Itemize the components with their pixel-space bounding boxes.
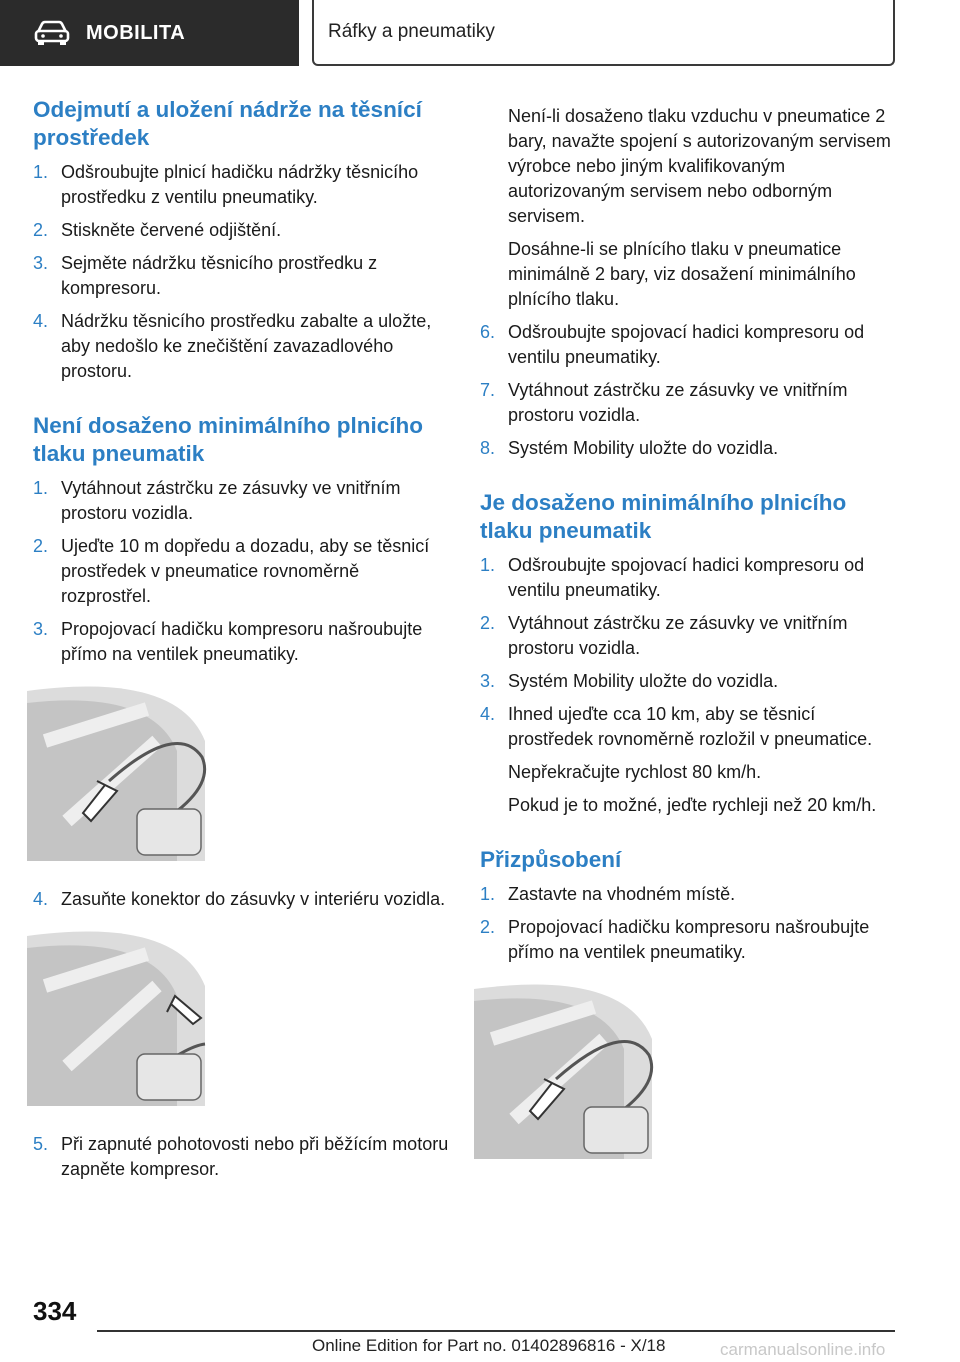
step-text: Odšroubujte spojovací hadici kompresoru od ventilu pneumatiky. bbox=[508, 322, 865, 367]
paragraph-speed-limit: Nepřekračujte rychlost 80 km/h. bbox=[508, 762, 762, 782]
list-item bbox=[33, 534, 453, 609]
step-text: Vytáhnout zástrčku ze zásuvky ve vnitřním prostoru vozidla. bbox=[508, 380, 848, 425]
tire-compressor-illustration bbox=[27, 681, 207, 861]
list-item bbox=[480, 702, 900, 752]
step-number: 2. bbox=[33, 220, 49, 240]
step-text: Ihned ujeďte cca 10 km, aby se těsnicí prostředek rovnoměrně rozložil v pneumatice. bbox=[508, 704, 873, 749]
header-chapter bbox=[312, 0, 895, 66]
section-title: MOBILITA bbox=[86, 21, 186, 44]
step-text: Sejměte nádržku těsnicího prostředku z kompresoru. bbox=[61, 253, 378, 298]
steps-min-pressure-not-reached-end bbox=[33, 1132, 453, 1182]
step-text: Vytáhnout zástrčku ze zásuvky ve vnitřním prostoru vozidla. bbox=[61, 478, 401, 523]
heading-remove-sealant: Odejmutí a uložení nádrže na těsnící prostředek bbox=[33, 97, 422, 150]
list-item bbox=[33, 887, 453, 912]
car-icon bbox=[34, 20, 70, 46]
step-text: Ujeďte 10 m dopředu a dozadu, aby se těsnicí prostředek v pneumatice rovnoměrně rozprostřel. bbox=[61, 536, 430, 606]
step-text: Nádržku těsnicího prostředku zabalte a uložte, aby nedošlo ke znečištění zavazadlového prostoru. bbox=[61, 311, 432, 381]
left-column bbox=[33, 96, 453, 1190]
step-number: 4. bbox=[33, 889, 49, 909]
step-number: 1. bbox=[33, 478, 49, 498]
list-item bbox=[480, 669, 900, 694]
step-number: 3. bbox=[33, 619, 49, 639]
steps-min-pressure-not-reached bbox=[33, 476, 453, 667]
step-text: Stiskněte červené odjištění. bbox=[61, 220, 282, 240]
tire-compressor-illustration bbox=[474, 979, 654, 1159]
page-number: 334 bbox=[33, 1296, 77, 1326]
step-text: Při zapnuté pohotovosti nebo při běžícím motoru zapněte kompresor. bbox=[61, 1134, 449, 1179]
heading-min-pressure-not-reached: Není dosaženo minimálního plnicího tlaku pneumatik bbox=[33, 413, 424, 466]
paragraph-pressure-not-reached: Není-li dosaženo tlaku vzduchu v pneumatice 2 bary, navažte spojení s autorizovaným servisem výrobce nebo jiným kvalifikovaným autorizovaným servisem nebo odborným servisem. bbox=[508, 106, 891, 226]
step-text: Propojovací hadičku kompresoru našroubujte přímo na ventilek pneumatiky. bbox=[61, 619, 423, 664]
list-item bbox=[33, 309, 453, 384]
step-number: 2. bbox=[480, 917, 496, 937]
right-column bbox=[480, 104, 900, 1185]
step-number: 5. bbox=[33, 1134, 49, 1154]
step-number: 1. bbox=[33, 162, 49, 182]
footer-divider bbox=[97, 1330, 895, 1332]
list-item bbox=[33, 218, 453, 243]
paragraph-min-speed: Pokud je to možné, jeďte rychleji než 20 km/h. bbox=[508, 795, 877, 815]
list-item bbox=[33, 476, 453, 526]
step-text: Vytáhnout zástrčku ze zásuvky ve vnitřním prostoru vozidla. bbox=[508, 613, 848, 658]
step-text: Odšroubujte plnicí hadičku nádržky těsnicího prostředku z ventilu pneumatiky. bbox=[61, 162, 419, 207]
step-number: 1. bbox=[480, 884, 496, 904]
steps-continued bbox=[480, 320, 900, 461]
steps-min-pressure-not-reached-cont bbox=[33, 887, 453, 912]
step-number: 1. bbox=[480, 555, 496, 575]
list-item bbox=[480, 915, 900, 965]
list-item bbox=[480, 882, 900, 907]
step-number: 8. bbox=[480, 438, 496, 458]
heading-adjustment: Přizpůsobení bbox=[480, 847, 622, 872]
step-text: Systém Mobility uložte do vozidla. bbox=[508, 671, 779, 691]
step-number: 4. bbox=[33, 311, 49, 331]
paragraph-pressure-reached: Dosáhne-li se plnícího tlaku v pneumatice minimálně 2 bary, viz dosažení minimálního plnícího tlaku. bbox=[508, 239, 856, 309]
step-number: 2. bbox=[480, 613, 496, 633]
tire-compressor-plug-illustration bbox=[27, 926, 207, 1106]
list-item bbox=[480, 378, 900, 428]
footer-edition: Online Edition for Part no. 01402896816 - X/18 bbox=[312, 1336, 666, 1355]
step-text: Zastavte na vhodném místě. bbox=[508, 884, 736, 904]
step-number: 3. bbox=[480, 671, 496, 691]
steps-adjustment bbox=[480, 882, 900, 965]
step-number: 4. bbox=[480, 704, 496, 724]
step-text: Zasuňte konektor do zásuvky v interiéru vozidla. bbox=[61, 889, 446, 909]
header-section-tab bbox=[0, 0, 299, 66]
list-item bbox=[33, 1132, 453, 1182]
step-number: 3. bbox=[33, 253, 49, 273]
list-item bbox=[33, 251, 453, 301]
watermark: carmanualsonline.info bbox=[720, 1340, 886, 1359]
list-item bbox=[480, 611, 900, 661]
list-item bbox=[33, 160, 453, 210]
step-number: 2. bbox=[33, 536, 49, 556]
step-number: 6. bbox=[480, 322, 496, 342]
list-item bbox=[480, 553, 900, 603]
list-item bbox=[33, 617, 453, 667]
heading-min-pressure-reached: Je dosaženo minimálního plnicího tlaku pneumatik bbox=[480, 490, 847, 543]
steps-min-pressure-reached bbox=[480, 553, 900, 752]
list-item bbox=[480, 436, 900, 461]
steps-remove-sealant bbox=[33, 160, 453, 384]
step-text: Systém Mobility uložte do vozidla. bbox=[508, 438, 779, 458]
step-text: Propojovací hadičku kompresoru našroubujte přímo na ventilek pneumatiky. bbox=[508, 917, 870, 962]
step-text: Odšroubujte spojovací hadici kompresoru od ventilu pneumatiky. bbox=[508, 555, 865, 600]
chapter-title: Ráfky a pneumatiky bbox=[328, 21, 495, 42]
list-item bbox=[480, 320, 900, 370]
step-number: 7. bbox=[480, 380, 496, 400]
